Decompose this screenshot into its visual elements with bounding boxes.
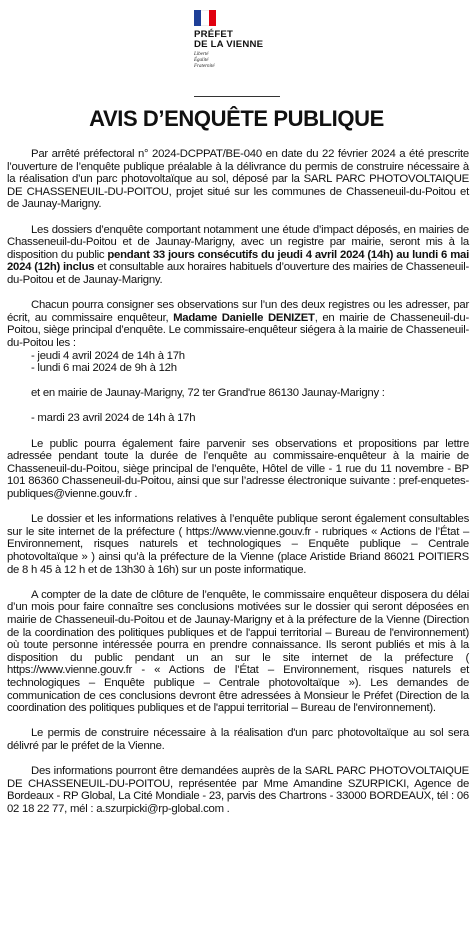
list-item: - lundi 6 mai 2024 de 9h à 12h: [31, 362, 177, 375]
commissioner-name: Madame Danielle DENIZET: [173, 311, 315, 324]
motto-liberte: Liberté: [194, 52, 209, 57]
motto-egalite: Égalité: [194, 58, 209, 63]
paragraph-jaunay: et en mairie de Jaunay-Marigny, 72 ter Grand'rue 86130 Jaunay-Marigny :: [31, 387, 385, 400]
header-divider: [194, 96, 280, 97]
list-item: - mardi 23 avril 2024 de 14h à 17h: [31, 412, 196, 425]
logo-department: DE LA VIENNE: [194, 39, 264, 50]
notice-body: [7, 148, 469, 828]
observations-text-a: Chacun pourra consigner ses observations sur l’un des deux registres ou les adresser, par écrit, au commissaire enquêteur,: [7, 299, 469, 324]
paragraph-letters: Le public pourra également faire parvenir ses observations et propositions par lettre adressée pendant toute la durée de l’enquête au commissaire-enquêteur à la mairie de Chasseneuil-du-Poitou, siège principal de l’enquête, Hôtel de ville - 1 rue du 11 novembre - BP 101 86360 Chasseneuil-du-Poitou, ainsi que sur l’adresse électronique suivante : pref-enquetes-publiques@vienne.gouv.fr .: [7, 437, 469, 501]
prefecture-logo: [194, 10, 314, 70]
paragraph-website: Le dossier et les informations relatives à l’enquête publique seront également consultables sur le site internet de la préfecture ( https://www.vienne.gouv.fr - rubriques « Actions de l’État – Environnement, risques naturels et technologiques – Enquête publique – Centrale photovoltaïque » ) ainsi qu’à la préfecture de la Vienne (place Aristide Briand 86021 POITIERS de 8 h 45 à 12 h et de 13h30 à 16h) sur un poste informatique.: [7, 513, 469, 576]
dossiers-text-c: et consultable aux horaires habituels d’ouverture des mairies de Chasseneuil-du-Poitou et de Jaunay-Marigny.: [7, 261, 469, 286]
paragraph-permit: Le permis de construire nécessaire à la réalisation d'un parc photovoltaïque au sol sera délivré par le préfet de la Vienne.: [7, 727, 469, 752]
observations-text-c: , en mairie de Chasseneuil-du-Poitou, siège principal d’enquête. Le commissaire-enquêteur siégera à la mairie de Chasseneuil-du-Poitou les :: [7, 311, 469, 349]
logo-motto: [194, 52, 314, 70]
paragraph-observations: [7, 299, 469, 349]
logo-prefet: PRÉFET: [194, 29, 234, 40]
motto-fraternite: Fraternité: [194, 64, 215, 69]
dossiers-period: pendant 33 jours consécutifs du jeudi 4 avril 2024 (14h) au lundi 6 mai 2024 (12h) inclus: [7, 248, 469, 274]
paragraph-contact: Des informations pourront être demandées auprès de la SARL PARC PHOTOVOLTAIQUE DE CHASSENEUIL-DU-POITOU, représentée par Mme Amandine SZURPICKI, Agence de Bordeaux - RP Global, La Cité Mondiale - 23, parvis des Chartrons - 33000 BORDEAUX, tél : 06 02 18 22 77, mél : a.szurpicki@rp-global.com .: [7, 765, 469, 815]
paragraph-dossiers: [7, 224, 469, 287]
paragraph-conclusions: A compter de la date de clôture de l’enquête, le commissaire enquêteur disposera du délai d’un mois pour faire connaître ses conclusions motivées sur le dossier qui seront déposées en mairie de Chasseneuil-du-Poitou et de Jaunay-Marigny et à la préfecture de la Vienne (Direction de la coordination des politiques publiques et de l'appui territorial – Bureau de l'environnement) où toute personne intéressée pourra en prendre connaissance. Ils seront publiés et mis à la disposition du public pendant un an sur le site internet de la préfecture ( https://www.vienne.gouv.fr - « Actions de l’État – Environnement, risques naturels et technologiques – Enquête publique – Centrale photovoltaïque »). Les demandes de communication de ces conclusions devront être adressées à Monsieur le Préfet (Direction de la coordination des politiques publiques et de l'appui territorial – Bureau de l'environnement).: [7, 588, 469, 715]
page-title: AVIS D’ENQUÊTE PUBLIQUE: [89, 106, 384, 131]
list-item: - jeudi 4 avril 2024 de 14h à 17h: [31, 349, 185, 362]
french-flag-icon: [194, 10, 216, 26]
paragraph-order: Par arrêté préfectoral n° 2024-DCPPAT/BE-040 en date du 22 février 2024 a été prescrite l’ouverture de l’enquête publique préalable à la délivrance du permis de construire nécessaire à la réalisation d’un parc photovoltaïque au sol, déposé par la SARL PARC PHOTOVOLTAIQUE DE CHASSENEUIL-DU-POITOU, projet situé sur les communes de Chasseneuil-du-Poitou et de Jaunay-Marigny.: [7, 148, 469, 211]
dossiers-text-a: Les dossiers d’enquête comportant notamment une étude d’impact déposés, en mairies de Chasseneuil-du-Poitou et de Jaunay-Marigny, avec un registre par mairie, seront mis à la disposition du public: [7, 223, 469, 261]
